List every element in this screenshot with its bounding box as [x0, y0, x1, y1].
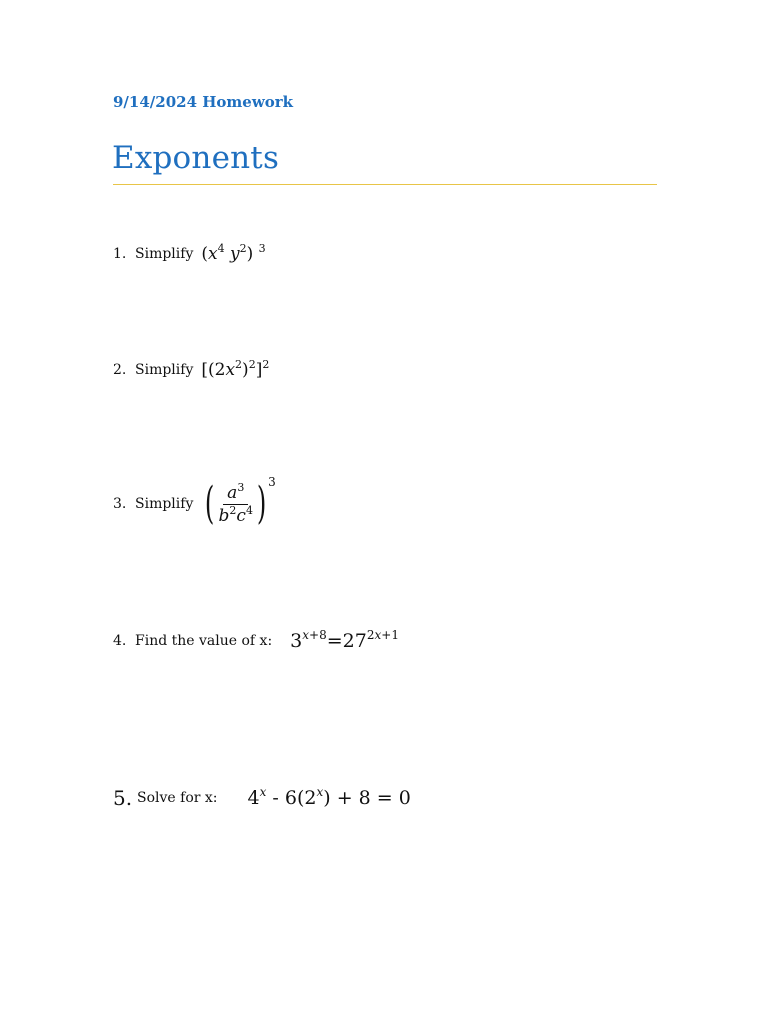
problem-label: Solve for x: — [137, 790, 218, 806]
problem-2 — [113, 360, 269, 380]
page-title: Exponents — [112, 140, 280, 176]
title-underline — [113, 184, 657, 185]
problem-label: Simplify — [135, 246, 194, 262]
problem-5-expression: $4^x - 6(2^x) + 8 = 0$ — [247, 785, 411, 809]
problem-label: Simplify — [135, 496, 194, 512]
problem-number: 2. — [113, 362, 127, 378]
problem-4 — [113, 630, 399, 652]
problem-number: 5. — [113, 786, 133, 810]
problem-label: Find the value of x: — [135, 633, 273, 649]
problem-number: 4. — [113, 633, 127, 649]
problem-1-expression: ($x^4$ $y^2$) $^3$ — [201, 242, 266, 264]
problem-5 — [113, 786, 411, 810]
problem-1 — [113, 244, 266, 264]
problem-number: 1. — [113, 246, 127, 262]
problem-label: Simplify — [135, 362, 194, 378]
problem-number: 3. — [113, 496, 127, 512]
problem-3 — [113, 475, 276, 529]
homework-date-heading: 9/14/2024 Homework — [113, 93, 294, 111]
problem-2-expression: $[(2x^2)^2]^2$ — [201, 358, 270, 380]
problem-3-expression: ( $\frac{a^3}{b^2c^4}$ ) 3 — [205, 475, 276, 529]
problem-4-expression: $3^{x+8}=27^{2x+1}$ — [290, 628, 399, 652]
